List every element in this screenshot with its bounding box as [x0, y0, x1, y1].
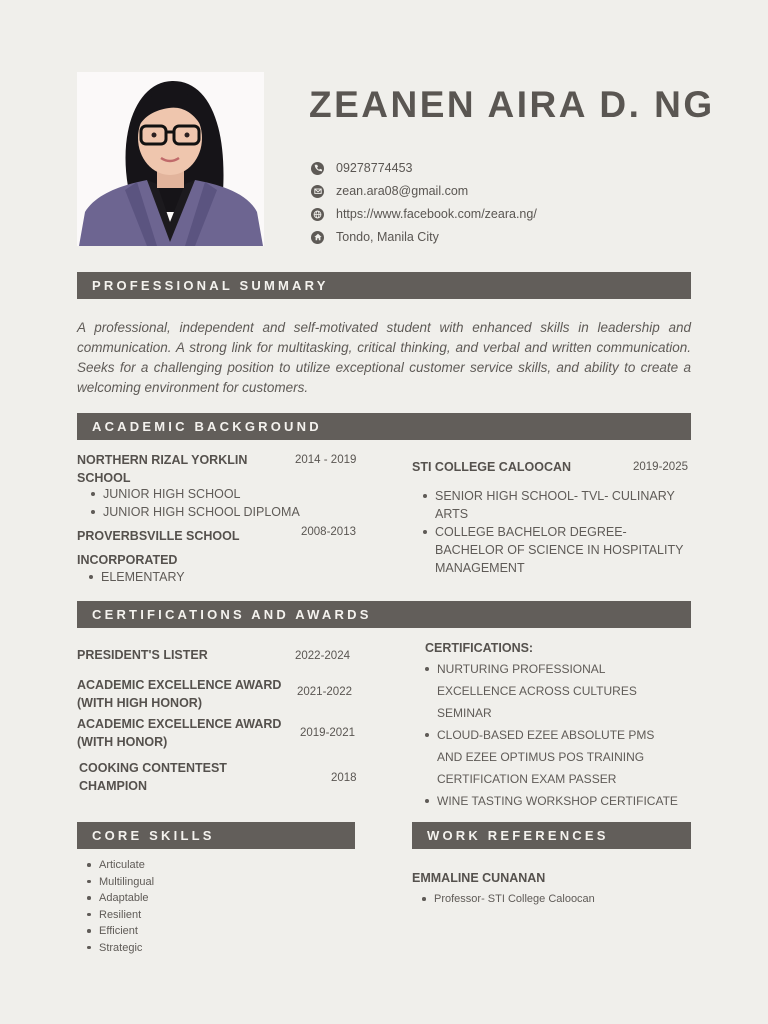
academic-heading: ACADEMIC BACKGROUND: [77, 413, 691, 440]
school-name: PROVERBSVILLE SCHOOL INCORPORATED: [77, 529, 240, 567]
references-heading: WORK REFERENCES: [412, 822, 691, 849]
profile-photo: [77, 72, 264, 246]
list-item: Articulate: [77, 857, 277, 874]
list-item: Strategic: [77, 940, 277, 957]
contact-email: [311, 181, 468, 201]
school-items: [413, 487, 688, 577]
contact-address: [311, 227, 439, 247]
candidate-name: ZEANEN AIRA D. NG: [309, 84, 715, 125]
list-item: JUNIOR HIGH SCHOOL DIPLOMA: [81, 503, 361, 521]
list-item: Efficient: [77, 923, 277, 940]
contact-phone: [311, 158, 412, 178]
school-items: [81, 485, 361, 521]
skills-list: [77, 857, 277, 956]
certifications-heading: CERTIFICATIONS:: [425, 641, 534, 655]
award-title: PRESIDENT'S LISTER: [77, 648, 208, 662]
summary-heading: PROFESSIONAL SUMMARY: [77, 272, 691, 299]
globe-icon: [311, 208, 324, 221]
awards-heading: CERTIFICATIONS AND AWARDS: [77, 601, 691, 628]
award-years: 2021-2022: [297, 686, 352, 698]
list-item: SENIOR HIGH SCHOOL- TVL- CULINARY ARTS: [413, 487, 688, 523]
contact-text: Tondo, Manila City: [336, 230, 439, 244]
certifications-list: [415, 658, 680, 812]
list-item: NURTURING PROFESSIONAL EXCELLENCE ACROSS CULTURES SEMINAR: [415, 658, 680, 724]
contact-website: [311, 204, 537, 224]
list-item: Professor- STI College Caloocan: [412, 891, 682, 908]
award-title: COOKING CONTENTEST CHAMPION: [79, 761, 227, 793]
list-item: CLOUD-BASED EZEE ABSOLUTE PMS AND EZEE OPTIMUS POS TRAINING CERTIFICATION EXAM PASSER: [415, 724, 680, 790]
list-item: ELEMENTARY: [79, 568, 359, 586]
home-icon: [311, 231, 324, 244]
skills-heading: CORE SKILLS: [77, 822, 355, 849]
award-years: 2022-2024: [295, 650, 350, 662]
list-item: WINE TASTING WORKSHOP CERTIFICATE: [415, 790, 680, 812]
school-years: 2008-2013: [301, 526, 356, 538]
school-years: 2019-2025: [633, 461, 688, 473]
award-title: ACADEMIC EXCELLENCE AWARD (WITH HONOR): [77, 717, 282, 749]
school-name: NORTHERN RIZAL YORKLIN SCHOOL: [77, 453, 248, 485]
list-item: Adaptable: [77, 890, 277, 907]
award-title: ACADEMIC EXCELLENCE AWARD (WITH HIGH HONOR): [77, 678, 282, 710]
award-years: 2018: [331, 772, 357, 784]
phone-icon: [311, 162, 324, 175]
list-item: JUNIOR HIGH SCHOOL: [81, 485, 361, 503]
email-icon: [311, 185, 324, 198]
award-years: 2019-2021: [300, 727, 355, 739]
school-name: STI COLLEGE CALOOCAN: [412, 460, 572, 474]
reference-details: [412, 891, 682, 908]
school-items: [79, 568, 359, 586]
list-item: Resilient: [77, 907, 277, 924]
list-item: Multilingual: [77, 874, 277, 891]
contact-text: https://www.facebook.com/zeara.ng/: [336, 207, 537, 221]
contact-text: 09278774453: [336, 161, 413, 175]
school-years: 2014 - 2019: [295, 454, 357, 466]
reference-name: EMMALINE CUNANAN: [412, 871, 546, 885]
contact-text: zean.ara08@gmail.com: [336, 184, 469, 198]
list-item: COLLEGE BACHELOR DEGREE- BACHELOR OF SCIENCE IN HOSPITALITY MANAGEMENT: [413, 523, 688, 577]
summary-text: A professional, independent and self-motivated student with enhanced skills in leadership and communication. A strong link for multitasking, critical thinking, and verbal and written communication. Seeks for a challenging position to utilize exceptional customer service skills, and ability to create a welcoming environment for customers.: [77, 320, 691, 395]
